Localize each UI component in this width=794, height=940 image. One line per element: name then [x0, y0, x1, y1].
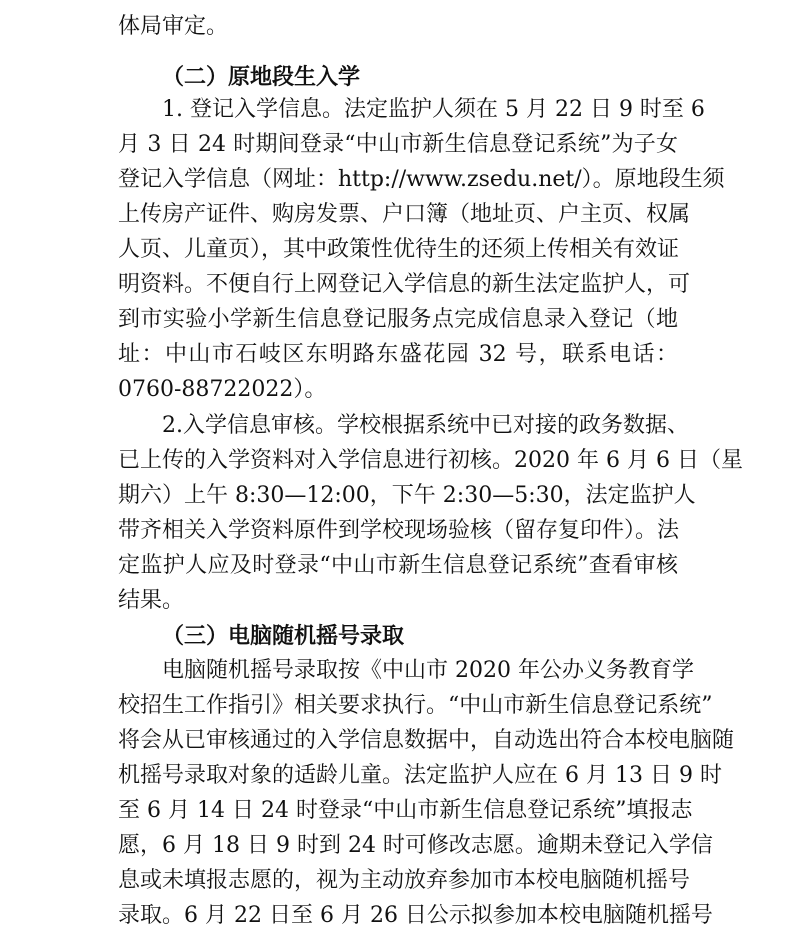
text-line-24: 愿，6 月 18 日 9 时到 24 时可修改志愿。逾期未登记入学信 [118, 833, 713, 858]
text-line-23: 至 6 月 14 日 24 时登录“中山市新生信息登记系统”填报志 [118, 798, 693, 823]
text-line-3: 1. 登记入学信息。法定监护人须在 5 月 22 日 9 时至 6 [162, 97, 705, 122]
text-line-5: 登记入学信息（网址：http://www.zsedu.net/）。原地段生须 [118, 167, 725, 192]
text-line-11: 0760-88722022）。 [118, 377, 327, 402]
section-heading-2: （二）原地段生入学 [162, 64, 361, 90]
text-line-13: 已上传的入学资料对入学信息进行初核。2020 年 6 月 6 日（星 [118, 448, 743, 473]
text-line-19: 电脑随机摇号录取按《中山市 2020 年公办义务教育学 [162, 658, 694, 683]
text-line-15: 带齐相关入学资料原件到学校现场验核（留存复印件）。法 [118, 518, 680, 543]
text-line-16: 定监护人应及时登录“中山市新生信息登记系统”查看审核 [118, 553, 678, 578]
text-line-6: 上传房产证件、购房发票、户口簿（地址页、户主页、权属 [118, 202, 691, 227]
text-line-26: 录取。6 月 22 日至 6 月 26 日公示拟参加本校电脑随机摇号 [118, 903, 713, 928]
text-line-22: 机摇号录取对象的适龄儿童。法定监护人应在 6 月 13 日 9 时 [118, 763, 722, 788]
text-line-21: 将会从已审核通过的入学信息数据中，自动选出符合本校电脑随 [118, 728, 735, 753]
text-line-14: 期六）上午 8:30—12:00，下午 2:30—5:30，法定监护人 [118, 483, 696, 508]
text-line-20: 校招生工作指引》相关要求执行。“中山市新生信息登记系统” [118, 693, 713, 718]
text-line-12: 2.入学信息审核。学校根据系统中已对接的政务数据、 [162, 413, 689, 438]
text-line-17: 结果。 [118, 588, 185, 613]
text-line-9: 到市实验小学新生信息登记服务点完成信息录入登记（地 [118, 307, 678, 332]
section-heading-3: （三）电脑随机摇号录取 [162, 623, 405, 649]
text-line-25: 息或未填报志愿的，视为主动放弃参加市本校电脑随机摇号 [118, 868, 691, 893]
text-line-4: 月 3 日 24 时期间登录“中山市新生信息登记系统”为子女 [118, 132, 678, 157]
text-line-7: 人页、儿童页），其中政策性优待生的还须上传相关有效证 [118, 237, 680, 262]
text-line-1: 体局审定。 [118, 14, 229, 39]
text-line-8: 明资料。不便自行上网登记入学信息的新生法定监护人，可 [118, 272, 691, 297]
text-line-10: 址：中山市石岐区东明路东盛花园 32 号，联系电话： [118, 342, 678, 367]
